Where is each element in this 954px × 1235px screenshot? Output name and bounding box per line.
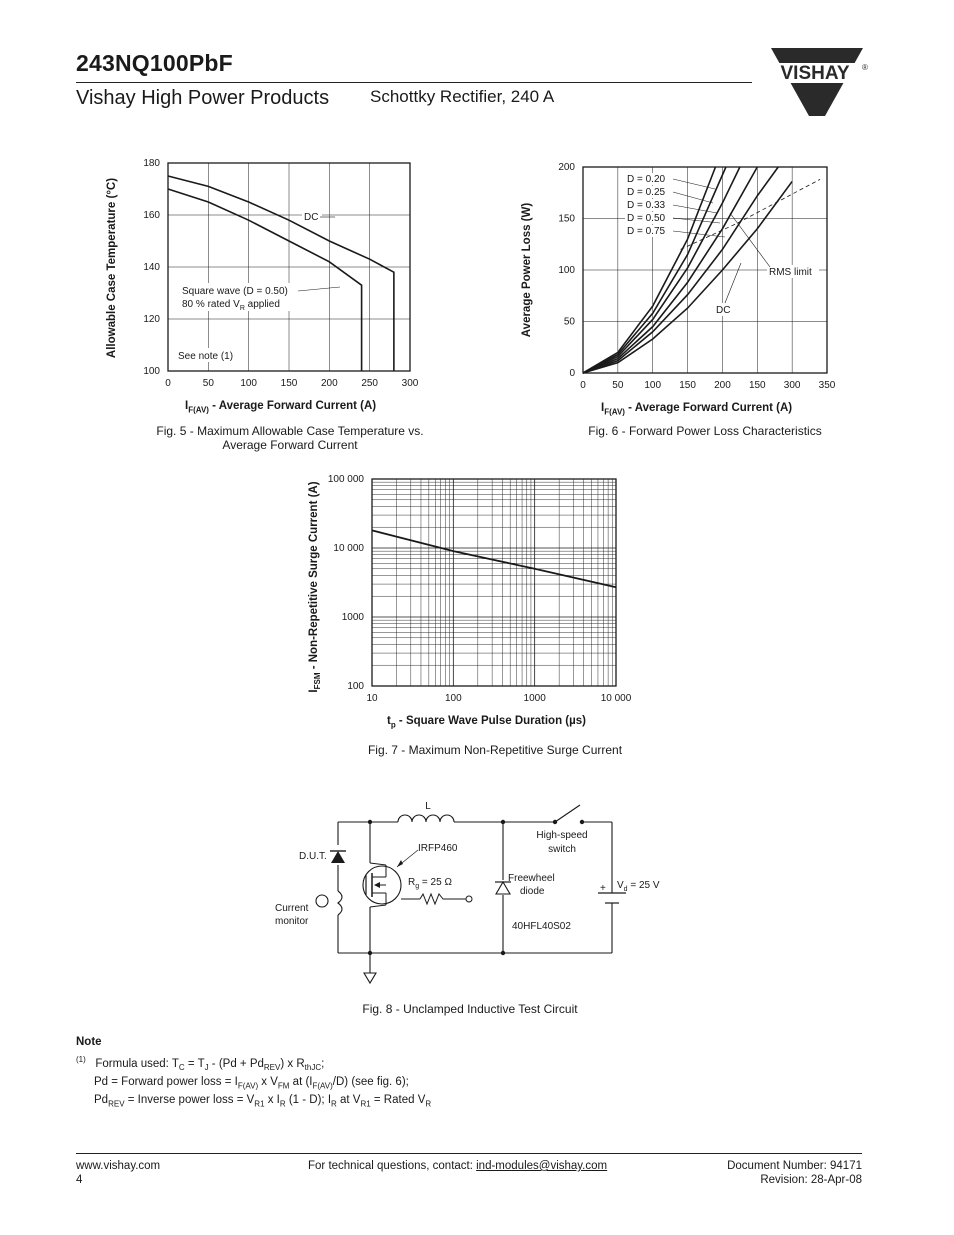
switch-label-2: switch xyxy=(548,844,576,855)
gate-resistor xyxy=(420,894,466,904)
fig5-series xyxy=(168,176,394,371)
fig5-grid xyxy=(168,163,410,371)
registered-mark: ® xyxy=(862,63,868,72)
duty-label: D = 0.50 xyxy=(627,213,666,224)
note-line-3: $Pd_{REV}$ = Inverse power loss = $V_{R1}$ x $I_R$ (1 - D); $I_R$ at $V_{R1}$ = Rated $V_R$ xyxy=(94,1094,432,1109)
fig5-xlabel: $I_{F(AV)}$ - Average Forward Current (A) xyxy=(185,400,377,415)
fig5-caption: Fig. 5 - Maximum Allowable Case Temperature vs. Average Forward Current xyxy=(156,424,424,452)
x-tick-label: 100 xyxy=(644,380,662,391)
duty-leader-line xyxy=(673,192,713,203)
x-tick-label: 0 xyxy=(580,380,586,391)
fig6-rms-label: RMS limit xyxy=(769,267,812,278)
inductor-l xyxy=(398,815,454,822)
header-rule xyxy=(76,82,752,83)
fig6-xlabel: $I_{F(AV)}$ - Average Forward Current (A) xyxy=(601,402,793,417)
x-tick-label: 0 xyxy=(165,378,171,389)
duty-label: D = 0.20 xyxy=(627,174,666,185)
note-title: Note xyxy=(76,1036,102,1048)
x-tick-label: 100 xyxy=(444,693,462,704)
part-number-title: 243NQ100PbF xyxy=(76,50,233,76)
series-line xyxy=(681,179,820,249)
fig7-chart xyxy=(327,470,640,710)
monitor-label-1: Current xyxy=(275,903,309,914)
x-tick-label: 350 xyxy=(818,380,836,391)
duty-leader-line xyxy=(673,205,717,213)
fig5-see-note: See note (1) xyxy=(178,351,234,362)
x-tick-label: 1000 xyxy=(523,693,546,704)
footer-contact: For technical questions, contact: ind-modules@vishay.com xyxy=(308,1160,608,1172)
x-tick-label: 150 xyxy=(679,380,696,391)
revision: Revision: 28-Apr-08 xyxy=(760,1174,862,1186)
plus-sign: + xyxy=(600,883,606,894)
fig6-dc-label: DC xyxy=(716,305,731,316)
y-tick-label: 120 xyxy=(143,314,160,325)
website-link[interactable]: www.vishay.com xyxy=(76,1160,161,1172)
y-tick-label: 0 xyxy=(569,368,575,379)
dut-label: D.U.T. xyxy=(299,851,327,862)
duty-leader-line xyxy=(673,231,725,237)
duty-label: D = 0.33 xyxy=(627,200,666,211)
rg-label: $R_g = 25$ Ω xyxy=(408,877,452,890)
x-tick-label: 200 xyxy=(320,378,338,389)
x-tick-label: 10 000 xyxy=(600,693,632,704)
note-line-1: $^{(1)}$ Formula used: $T_C = T_J - (Pd + Pd_{REV})$ x $R_{thJC}$; xyxy=(76,1055,325,1073)
fig6-caption: Fig. 6 - Forward Power Loss Characteristics xyxy=(588,424,822,438)
monitor-label-2: monitor xyxy=(275,916,309,927)
note-line-2: Pd = Forward power loss = $I_{F(AV)}$ x $V_{FM}$ at $(I_{F(AV)}/D)$ (see fig. 6); xyxy=(94,1076,409,1091)
y-tick-label: 100 xyxy=(347,681,364,692)
y-tick-label: 150 xyxy=(558,213,575,225)
freewheel-label-2: diode xyxy=(520,886,545,897)
y-tick-label: 140 xyxy=(143,262,160,273)
y-tick-label: 160 xyxy=(143,210,160,221)
duty-label: D = 0.25 xyxy=(627,187,666,198)
x-tick-label: 100 xyxy=(240,378,258,389)
fig6-ylabel: Average Power Loss (W) xyxy=(521,202,533,338)
dut-diode xyxy=(331,851,345,863)
fig5-chart xyxy=(130,155,430,395)
vishay-logo-text: VISHAY xyxy=(780,63,850,84)
high-speed-switch xyxy=(555,805,580,822)
inductor-label: L xyxy=(425,801,431,812)
fig7-ylabel: $I_{FSM}$ - Non-Repetitive Surge Current (A) xyxy=(307,481,323,693)
x-tick-label: 10 xyxy=(366,693,378,704)
duty-label: D = 0.75 xyxy=(627,226,666,237)
footer-left xyxy=(76,1159,160,1187)
y-tick-label: 180 xyxy=(143,158,160,169)
fig8-caption: Fig. 8 - Unclamped Inductive Test Circuit xyxy=(362,1002,578,1016)
fig5-rated-label: 80 % rated $V_R$ applied xyxy=(182,299,280,312)
fig7-grid xyxy=(372,479,616,686)
y-tick-label: 100 xyxy=(143,366,160,377)
vishay-logo xyxy=(767,44,867,120)
fig5-square-wave-label: Square wave (D = 0.50) xyxy=(182,286,288,297)
page-number: 4 xyxy=(76,1174,83,1186)
y-tick-label: 10 000 xyxy=(333,543,364,554)
x-tick-label: 150 xyxy=(748,380,766,391)
footer-right xyxy=(727,1159,862,1187)
x-tick-label: 50 xyxy=(202,378,214,389)
footer-rule xyxy=(76,1153,862,1154)
ground-icon xyxy=(364,973,376,983)
vd-label: $V_d = 25$ V xyxy=(617,880,660,893)
x-tick-label: 250 xyxy=(361,378,379,389)
fig5-dc-label: DC xyxy=(304,212,319,223)
x-tick-label: 300 xyxy=(401,378,419,389)
fig7-frame xyxy=(372,479,616,686)
mosfet-label: IRFP460 xyxy=(418,843,458,854)
x-tick-label: 300 xyxy=(783,380,801,391)
switch-label-1: High-speed xyxy=(536,830,588,841)
y-tick-label: 100 000 xyxy=(327,474,364,485)
fig7-caption: Fig. 7 - Maximum Non-Repetitive Surge Current xyxy=(367,743,623,757)
fig6-chart xyxy=(545,155,845,395)
series-line xyxy=(168,176,394,371)
y-tick-label: 100 xyxy=(558,265,575,276)
division-title: Vishay High Power Products xyxy=(76,87,330,109)
note-body xyxy=(76,1052,431,1112)
contact-email-link[interactable]: ind-modules@vishay.com xyxy=(476,1160,608,1172)
freewheel-label-1: Freewheel xyxy=(508,873,555,884)
fig5-ylabel: Allowable Case Temperature (°C) xyxy=(106,177,118,359)
fig8-circuit xyxy=(270,795,670,995)
y-tick-label: 50 xyxy=(563,316,575,328)
diode-part-label: 40HFL40S02 xyxy=(512,921,571,932)
fig7-ticks xyxy=(328,474,632,704)
y-tick-label: 200 xyxy=(558,162,575,173)
product-subtitle: Schottky Rectifier, 240 A xyxy=(370,87,555,106)
x-tick-label: 150 xyxy=(280,378,298,389)
y-tick-label: 1000 xyxy=(341,612,364,623)
x-tick-label: 50 xyxy=(612,380,624,391)
x-tick-label: 200 xyxy=(714,380,731,391)
series-line xyxy=(168,189,362,371)
current-monitor-icon xyxy=(316,895,328,907)
document-number: Document Number: 94171 xyxy=(727,1160,862,1172)
fig7-xlabel: $t_p$ - Square Wave Pulse Duration (µs) xyxy=(387,715,586,730)
